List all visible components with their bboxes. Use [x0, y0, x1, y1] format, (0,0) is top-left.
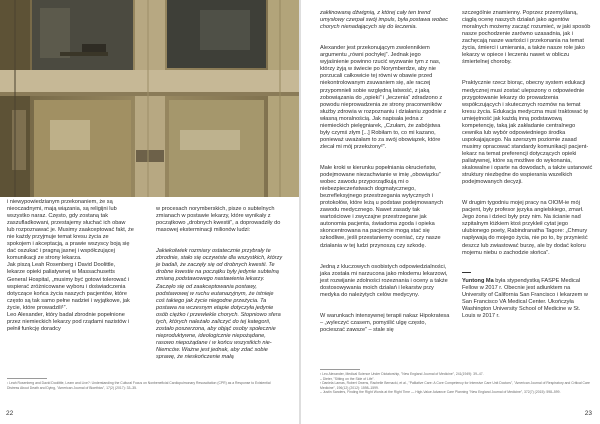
- left-column-2: [156, 199, 283, 375]
- wooden-door-photo: [0, 0, 299, 197]
- right-column-2: [462, 3, 594, 334]
- paragraph: Jedną z kluczowych osobistych odpowiedzialności, jaka została mi narzucona jako młodemu lekarzowi, jest rozwijanie zdolności rozeznania i oceny a także dostosowywania moich działań i lekarstw przy medyka do należytych celów medycyny.: [320, 263, 448, 298]
- paragraph: szczególnie znamienny. Poprzez przemyślaną, ciągłą ocenę naszych działań jako agentów moralnych możemy zacząć rozumieć, w jaki sposób nasze pochodzenie zarówno uzasadnia, jak i zachęcają nasze wartości i przekonania na temat życia, śmierci i umierania, a także nasze role jako lekarzy w opiece i leczeniu nawet w obliczu śmiertelnej choroby.: [462, 10, 591, 66]
- right-column-1: [320, 3, 450, 348]
- footnote-rule: [7, 378, 47, 379]
- footnote-left: ¹ Leah Rosenberg and David Doolittle, Learn and Live?: Understanding the Cultural Focus on Nonbeneficial Cardiopulmonary Resuscitation (CPR) as a Response to Existential Distress About Death and Dying, "American Journal of Bioethics", 17(2) (2017): 33–35.: [7, 381, 271, 390]
- quote-end: zakłinowaną dźwignią, z której cały ten trend umysłowy czerpał swój impuls, była postawa wobec chorych nienadających się do leczenia.: [320, 10, 449, 31]
- paragraph: W warunkach intensywnej terapii nakaz Hipokratesa – „wyleczyć czasem, pomyślić ulgę często, pocieszać zawsze” – stale się: [320, 312, 450, 333]
- footnote-right: ² Leo Alexander, Medical Science Under Dictatorship, "New England Journal of Medicine", 241(1949): 39–47. – Dieter, "Sitting on the Side of Life". ³ Daniela Lamas, Robert Owens, Rachelle Bernacki, et al., "Palliative Care: A Core Competency for Intensive Care Unit Doctors", "American Journal of Respiratory and Critical Care Medicine", 196(12) (2012): 1598–1599. – Justin Sanders, Finding the Right Words at the Right Time — High-Value Advance Care Planning "New England Journal of Medicine", 372(7) (2015): 598–599.: [320, 372, 590, 395]
- author-bio-text: była stypendystką FASPE Medical Fellow w 2017 r. Obecnie jest adiunktem na University of California San Francisco i lekarzem w San Francisco VA Medical Center. Ukończyła Washington University School of Medicine w St. Louis w 2017 r.: [462, 277, 588, 319]
- block-quote: Jakiekolwiek rozmiary ostatecznie przybrały te zbrodnie, stało się oczywiste dla wszystkich, którzy je badali, że zaczęły się od drobnych kwestii. Te drobne kwestie na początku były jedynie subtelną zmianą podstawowego nastawienia lekarzy. Zaczęło się od zaakceptowania postawy, podstawowej w ruchu eutanazyjnym, że istnieje coś takiego jak życie niegodne przeżycia. Ta postawa na wczesnym etapie dotyczyła jedynie osób ciężko i przewlekle chorych. Stopniowo sfera tych, których należało zaliczyć do tej kategorii, zostało poszerzona, aby objąć osoby społecznie nieproduktywne, ideologicznie niepożądane, rasowo niepożądane i w końcu wszystkich nie-Niemców. Ważne jest jednak, aby zdać sobie sprawę, że nieskończenie małą: [156, 248, 283, 360]
- footnote-rule: [320, 369, 360, 370]
- door-image: [0, 0, 299, 197]
- page-number-left: 22: [6, 410, 14, 417]
- left-column-1: i niewypowiedzianym przekonaniem, że są nieoczadnymi, mają wiązania, są religijni lub wszystko naraz. Często, gdy zostaną tak zaszufladkowani, przestajemy słuchać ich obaw lub rozpoznawać je. Musimy zaakceptować fakt, że nie każdy przyjmuje temat kresu życia ze spokojem i akceptacją, a prawie wszyscy boją się dać oszukać i pragną jasnej i współczującej komunikacji ze strony lekarza. Jak piszą Leah Rosenberg i David Doolittle, lekarze opieki paliatywnej w Massachusetts General Hospital, „musimy być gotowi tolerować i wspierać zróżnicowane wyboru i doświadczenia dotyczące końca życia naszych pacjentów, które często są tak samo pełne nadziei i wyjątkowe, jak życie, które prowadzili¹”. Leo Alexander, który badał zbrodnie popełnione przez niemieckich lekarzy pod rządami nazistów i pełnił funkcję doradcy: [7, 199, 134, 332]
- paragraph: Alexander jest przekonującym zwolennikiem argumentu „równi pochyłej”. Jednak jego wyjaśnienie powinno rzucić wyzwanie tym z nas, którzy żyją w świecie po Norymberdze, aby nie porzucali całkowicie tej równi w obawie przed niekontrolowanym zsuwaniem się, ale raczej przypomnieli sobie względną łatwość, z jaką zobowiązania do „opieki” i „leczenia” zdradzono z powodu nieprowadzenia ze strony praconwników służby zdrowia w rozpoznaniu i działaniu zgodnie z własną moralnością. Jak napisała jedna z niemieckich pielęgniarek, „Czułam, że zabójstwa były czymś złym [...] Robiłam to, co mi kazano, ponieważ uważałam to za swój obowiązek, które zlecał mi mój przełożony²”.: [320, 45, 447, 150]
- bio-dash: [462, 272, 471, 273]
- left-page: [0, 0, 299, 424]
- author-name: Yuntong Ma: [462, 277, 494, 284]
- paragraph: W drugim tygodniu mojej pracy na OIOM-ie mój pacjent, były profesor języka angielskiego, zmarł. Jego żona i dzieci były przy nim. Na ścianie nad szpitalnym łóżkiem ktoś przykleił cytat jego ulubionego poety, Rabindranatha Tagore: „Chmury napływają do mojego życia, nie po to, by przynieść deszcz lub zwiastować burzę, ale by dodać koloru mojemu niebu o zachodzie słońca”.: [462, 200, 588, 256]
- paragraph: Praktycznie rzecz biorąc, obecny system edukacji medycznej musi zostać ulepszony o odpowiednie przygotowanie lekarzy do prowadzenia współczujących i skutecznych rozmów na temat kresu życia. Edukacja medyczna musi traktować tę umiejętność jak każdą inną podstawową kompetencję, taką jak zakładanie centralnego cewnika lub wybór odpowiedniego środka uspokajającego. Na szerszym poziomie zasad musimy opracować standardy komunikacji pacjent-lekarz na temat preferencji dotyczących opieki paliatywnej, które są możliwe do wykonania, skalowalne i oparte na dowodach, a także ustanowić struktury niezbędne do wspierania wszelkich podejmowanych decyzji.: [462, 80, 593, 186]
- intro-paragraph: w procesach norymberskich, pisze o subtelnych zmianach w postawie lekarzy, które wynikały z początkowo „drobnych kwestii”, a doprowadziły do masowej eksterminacji milionów ludzi:: [156, 206, 281, 234]
- author-bio: [462, 271, 594, 320]
- page-number-right: 23: [584, 410, 592, 417]
- paragraph: Małe kroki w kierunku popełniania okrucieństw, podejmowane niezachwianie w imię „obowiązku” wobec zawodu przyporządkują mi o niebezpieczeństwach dogmatycznego, bezrefleksyjnego przestrzegania wytycznych i protokołów, które leżą u podstaw podejmowanych zawodu medycznego. Nawet zasady tak wartościowe i zwyczajne przestrzegane jak autonomia pacjenta, świadoma zgoda i opieka skoncentrowana na pacjencie mogą stać się szkodliwe, jeśli przestaniemy oceniać, czy nasze działania w tej ludzi przynoszą czy szkodę.: [320, 164, 444, 249]
- right-page: [301, 0, 600, 424]
